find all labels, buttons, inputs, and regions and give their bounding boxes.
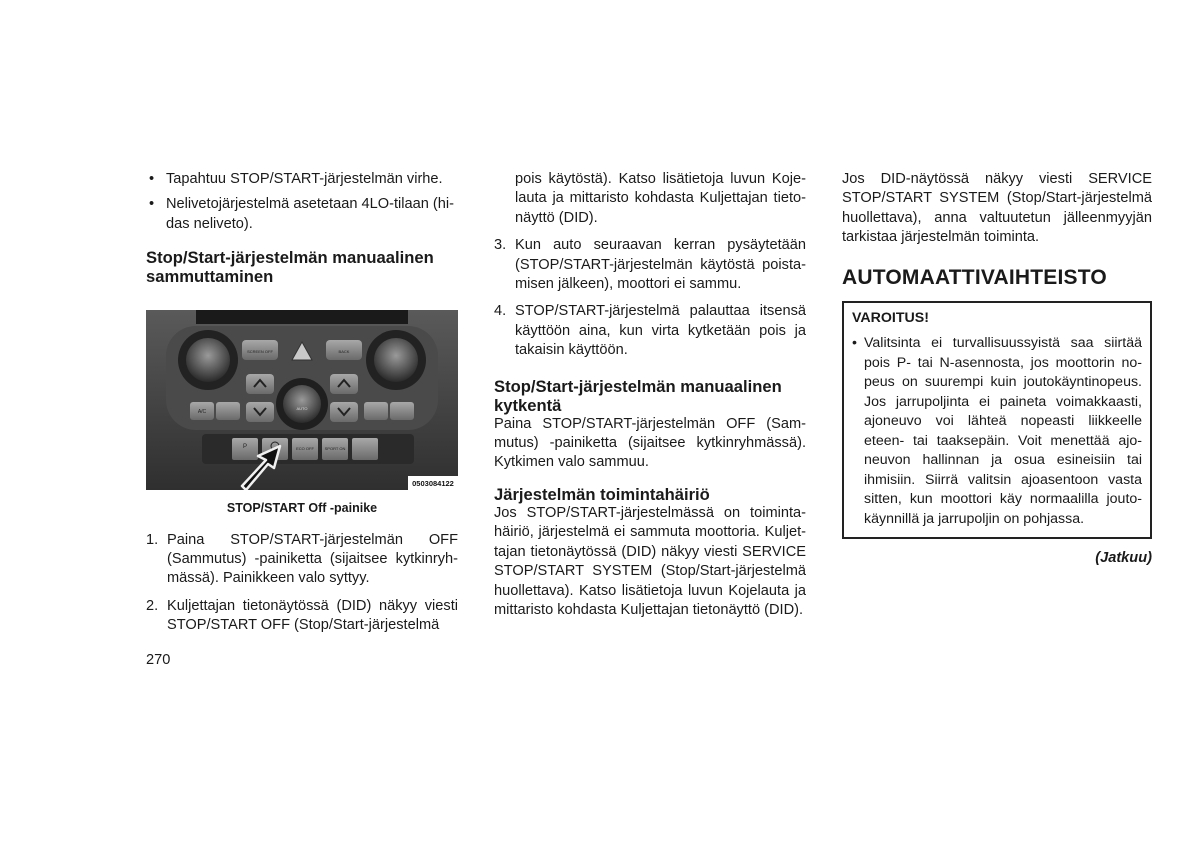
steps-list-continued <box>494 236 806 360</box>
auto-button-label: AUTO <box>296 406 308 412</box>
sport-button-label: SPORT ON <box>324 446 346 452</box>
column-3 <box>842 170 1152 569</box>
step-text: Kun auto seuraavan kerran pysäytetään (STOP/START-järjestelmän käytöstä poista-misen jälkeen), moottori ei sammu. <box>515 237 806 293</box>
step-number: 3. <box>494 237 507 254</box>
list-item <box>494 236 806 294</box>
step-text: Kuljettajan tietonäytössä (DID) näkyy viesti STOP/START OFF (Stop/Start-järjestelmä <box>167 597 458 634</box>
column-1 <box>146 170 458 644</box>
screen-off-button-label: SCREEN OFF <box>247 349 273 355</box>
section-title-automatic-transmission: AUTOMAATTIVAIHTEISTO <box>842 265 1107 289</box>
manual-on-paragraph: Paina STOP/START-järjestelmän OFF (Sam-mutus) -painiketta (sijaitsee kytkinryhmässä). Kytkimen valo sammuu. <box>494 415 806 471</box>
page-number: 270 <box>146 652 171 668</box>
figure-caption: STOP/START Off -painike <box>226 501 378 516</box>
service-paragraph: Jos DID-näytössä näkyy viesti SERVICE STOP/START SYSTEM (Stop/Start-järjestelmä huollettava), anna valtuutetun jälleenmyyjän tarkistaa järjestelmän toiminta. <box>842 171 1152 246</box>
steps-list <box>146 531 458 636</box>
condition-list <box>146 170 458 234</box>
list-item: • Nelivetojärjestelmä asetetaan 4LO-tilaan (hi-das neliveto). <box>146 195 458 234</box>
step-text: STOP/START-järjestelmä palauttaa itsensä käyttöön aina, kun virta kytketään pois ja takaisin käyttöön. <box>515 303 806 359</box>
park-button-label: P <box>242 444 248 451</box>
step-number: 1. <box>146 531 159 548</box>
list-item <box>146 597 458 636</box>
warning-text: • Valitsinta ei turvallisuussyistä saa siirtää pois P- tai N-asennosta, jos moottorin no-peus on suurempi kuin joutokäyntinopeus. Jos jarrupoljinta ei paineta voimakkaasti, ajoneuvo voi lähteä nopeasti liikkeelle eteen- tai taaksepäin. Voit menettää ajo-neuvon hallinnan ja osua esineisiin tai ihmisiin. Siirrä valitsin ajoasentoon vasta sitten, kun moottori käy normaalilla jouto-käynnillä ja jarrupoljin on pohjassa. <box>852 334 1142 529</box>
eco-button-label: ECO OFF <box>296 446 314 452</box>
list-item <box>146 531 458 589</box>
list-item <box>494 302 806 360</box>
malfunction-paragraph: Jos STOP/START-järjestelmässä on toiminta-häiriö, järjestelmä ei sammuta moottoria. Kuljet-tajan tietonäytössä (DID) näkyy viesti SERVICE STOP/START SYSTEM (Stop/Start-järjestelmä huollettava). Katso lisätietoja luvun Kojelauta ja mittaristo kohdasta Kuljettajan tietonäyttö (DID). <box>494 504 806 618</box>
step-2-continued: pois käytöstä). Katso lisätietoja luvun Koje-lauta ja mittaristo kohdasta Kuljettajan tieto-näyttö (DID). <box>515 171 806 226</box>
warning-title: VAROITUS! <box>852 310 929 327</box>
section-heading-manual-off: Stop/Start-järjestelmän manuaalinen sammuttaminen <box>146 248 434 287</box>
ac-button-label: A/C <box>197 409 207 416</box>
stop-start-button-photo <box>146 310 458 490</box>
continued-label: (Jatkuu) <box>1095 550 1152 567</box>
figure-code: 0503084122 <box>412 479 454 489</box>
column-2 <box>494 170 806 620</box>
section-heading-malfunction: Järjestelmän toimintahäiriö <box>494 484 710 504</box>
back-button-label: BACK <box>338 349 350 355</box>
list-item: • Tapahtuu STOP/START-järjestelmän virhe. <box>146 170 458 189</box>
warning-box <box>842 301 1152 539</box>
step-number: 2. <box>146 597 159 614</box>
step-number: 4. <box>494 303 507 320</box>
step-text: Paina STOP/START-järjestelmän OFF (Sammutus) -painiketta (sijaitsee kytkinryh-mässä). Painikkeen valo syttyy. <box>167 531 458 587</box>
section-heading-manual-on: Stop/Start-järjestelmän manuaalinen kytkentä <box>494 376 782 415</box>
